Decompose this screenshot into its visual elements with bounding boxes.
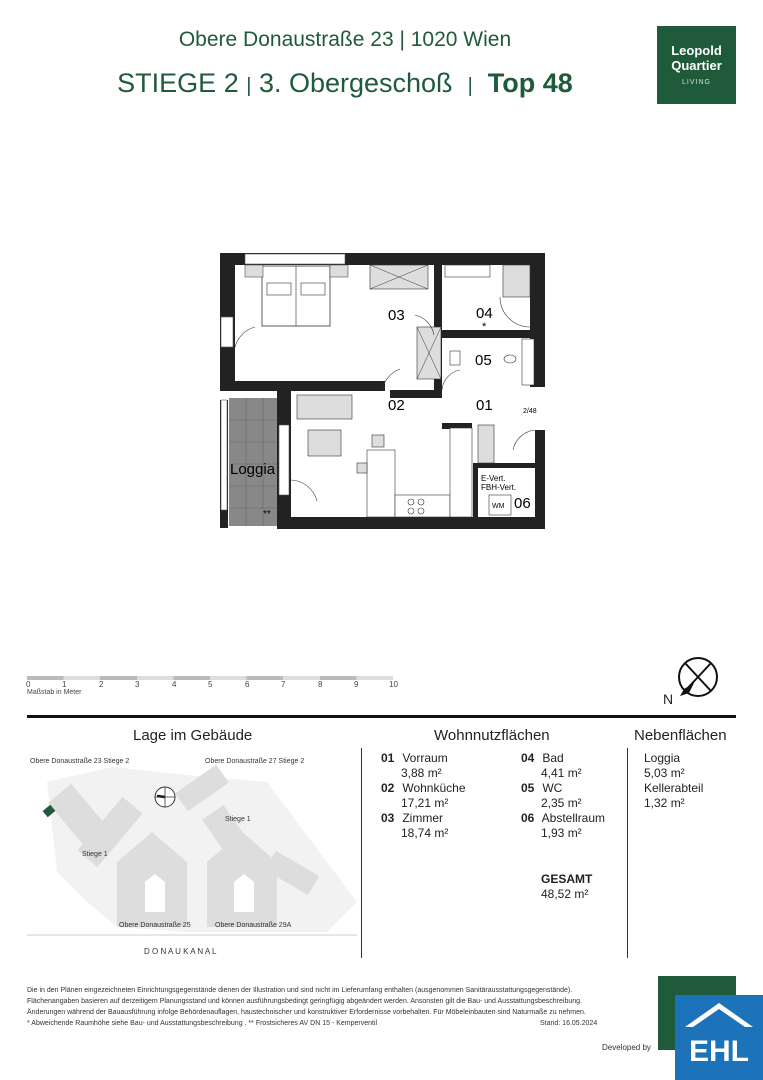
- stiege-label: STIEGE 2: [117, 68, 239, 98]
- area-item: [521, 781, 582, 811]
- logo-line: Quartier: [671, 58, 722, 73]
- neben-value: 5,03 m²: [644, 766, 685, 780]
- leopold-quartier-logo: [657, 26, 736, 104]
- scale-tick: 3: [135, 680, 140, 689]
- total-value: 48,52 m²: [541, 887, 589, 901]
- footer-note: Flächenangaben basieren auf derzeitigem Planungsstand und können ausführungsbedingt geringfügig abgeändert werden. Ansonsten gilt die Bau- und Ausstattungsbeschreibung.: [27, 998, 582, 1005]
- scale-tick: 2: [99, 680, 104, 689]
- map-label: Stiege 1: [225, 816, 251, 823]
- area-name: Wohnküche: [402, 781, 466, 795]
- room-label-06: 06: [514, 495, 531, 512]
- neben-item: [644, 781, 703, 811]
- scale-tick: 8: [318, 680, 323, 689]
- logo-line: LIVING: [682, 79, 711, 86]
- room-label-01: 01: [476, 397, 493, 414]
- total-area: [541, 872, 592, 902]
- map-label: Obere Donaustraße 23 Stiege 2: [30, 758, 130, 765]
- ehl-logo: [675, 995, 763, 1080]
- column-divider: [361, 748, 362, 958]
- area-num: 03: [381, 811, 395, 825]
- room-label-loggia: Loggia: [230, 461, 276, 478]
- area-item: [381, 781, 466, 811]
- room-label-02: 02: [388, 397, 405, 414]
- double-star-note: **: [263, 509, 271, 520]
- map-label: Obere Donaustraße 27 Stiege 2: [205, 758, 305, 765]
- floor-plan: [205, 245, 555, 535]
- section-divider: [27, 715, 736, 718]
- area-value: 18,74 m²: [401, 826, 449, 840]
- area-item: [381, 751, 448, 781]
- area-num: 02: [381, 781, 395, 795]
- map-label: Obere Donaustraße 25: [119, 922, 191, 929]
- neben-item: [644, 751, 685, 781]
- e-vert-label: E-Vert.: [481, 474, 506, 483]
- area-value: 2,35 m²: [541, 796, 582, 810]
- area-item: [521, 811, 605, 841]
- separator: |: [246, 75, 252, 97]
- area-name: Bad: [542, 751, 564, 765]
- scale-tick: 10: [389, 680, 398, 689]
- unit-heading: [0, 68, 690, 99]
- scale-tick: 5: [208, 680, 213, 689]
- footer-note: Änderungen während der Bauausführung infolge Behördenauflagen, haustechnischer und konstruktiver Erfordernisse vorbehalten. Für Möbeleinbauten sind Naturmaße zu nehmen.: [27, 1009, 586, 1016]
- developed-by-label: Developed by: [602, 1043, 651, 1052]
- room-label-05: 05: [475, 352, 492, 369]
- separator: |: [467, 75, 473, 97]
- sofa: [297, 395, 352, 419]
- scale-tick: 9: [354, 680, 359, 689]
- total-label: GESAMT: [541, 872, 593, 886]
- scale-caption: Maßstab in Meter: [27, 689, 82, 696]
- room-label-04: 04: [476, 305, 493, 322]
- scale-tick: 0: [26, 680, 31, 689]
- stand-date: Stand: 16.05.2024: [540, 1020, 598, 1027]
- map-label: Stiege 1: [82, 851, 108, 858]
- footer-note: * Abweichende Raumhöhe siehe Bau- und Ausstattungsbeschreibung . ** Frostsicheres AV DN 15 - Kemperventil: [27, 1020, 378, 1027]
- column-divider: [627, 748, 628, 958]
- area-item: [521, 751, 582, 781]
- area-num: 01: [381, 751, 395, 765]
- wohnflaechen-heading: Wohnnutzflächen: [434, 727, 550, 744]
- neben-name: Kellerabteil: [644, 781, 704, 795]
- map-label: D O N A U K A N A L: [144, 947, 217, 956]
- neben-value: 1,32 m²: [644, 796, 685, 810]
- door-number: 2/48: [523, 408, 537, 415]
- area-name: Zimmer: [402, 811, 444, 825]
- wm-label: WM: [492, 503, 505, 510]
- fbh-vert-label: FBH-Vert.: [481, 483, 517, 492]
- map-label: Obere Donaustraße 29A: [215, 922, 292, 929]
- site-map: [27, 752, 357, 957]
- area-item: [381, 811, 448, 841]
- area-value: 17,21 m²: [401, 796, 449, 810]
- area-num: 05: [521, 781, 535, 795]
- scale-tick: 6: [245, 680, 250, 689]
- floor-label: 3. Obergeschoß: [258, 68, 453, 98]
- lage-heading: Lage im Gebäude: [133, 727, 253, 744]
- scale-tick: 4: [172, 680, 177, 689]
- ehl-text: EHL: [689, 1035, 749, 1068]
- star-note: *: [482, 321, 487, 333]
- top-label: Top 48: [487, 68, 573, 98]
- footer-note: Die in den Plänen eingezeichneten Einrichtungsgegenstände dienen der Illustration und sind nicht im Lieferumfang enthalten (ausgenommen Sanitärausstattungsgegenstände).: [27, 987, 573, 994]
- area-name: Abstellraum: [541, 811, 606, 825]
- scale-tick: 1: [62, 680, 67, 689]
- area-num: 04: [521, 751, 535, 765]
- area-value: 3,88 m²: [401, 766, 442, 780]
- address-heading: Obere Donaustraße 23 | 1020 Wien: [178, 28, 512, 51]
- room-label-03: 03: [388, 307, 405, 324]
- area-name: WC: [542, 781, 563, 795]
- logo-line: Leopold: [671, 43, 722, 58]
- scale-tick: 7: [281, 680, 286, 689]
- area-name: Vorraum: [402, 751, 448, 765]
- area-num: 06: [521, 811, 535, 825]
- nebenflaechen-heading: Nebenflächen: [634, 727, 727, 744]
- area-value: 4,41 m²: [541, 766, 582, 780]
- area-value: 1,93 m²: [541, 826, 582, 840]
- neben-name: Loggia: [644, 751, 681, 765]
- north-label: N: [663, 691, 674, 707]
